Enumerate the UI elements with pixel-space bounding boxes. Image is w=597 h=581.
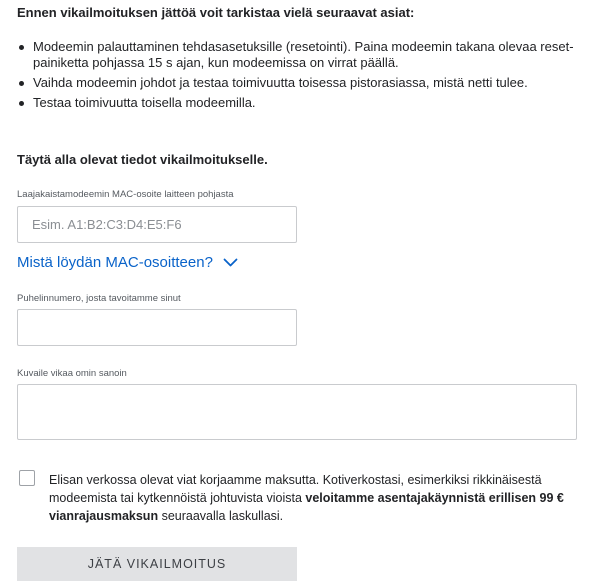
phone-number-input[interactable] — [17, 309, 297, 346]
form-heading: Täytä alla olevat tiedot vikailmoitukselle. — [17, 152, 268, 167]
mac-help-link[interactable] — [17, 254, 238, 271]
mac-help-link-label: Mistä löydän MAC-osoitteen? — [17, 254, 213, 271]
chevron-down-icon — [223, 258, 238, 267]
fault-description-textarea[interactable] — [17, 384, 577, 440]
description-field-label: Kuvaile vikaa omin sanoin — [17, 368, 127, 379]
mac-field-label: Laajakaistamodeemin MAC-osoite laitteen pohjasta — [17, 189, 234, 200]
consent-text-fee: veloitamme asentajakäynnistä erillisen 99 € vianrajausmaksun — [49, 491, 564, 523]
pre-check-list — [17, 39, 583, 115]
phone-field-label: Puhelinnumero, josta tavoitamme sinut — [17, 293, 181, 304]
consent-text — [49, 471, 583, 525]
consent-text-start: Elisan verkossa olevat viat korjaamme maksutta. Kotiverkostasi, esimerkiksi rikkinäisestä modeemista tai kytkennöistä johtuvista vioista — [49, 473, 542, 505]
mac-address-input[interactable] — [17, 206, 297, 243]
list-item: Modeemin palauttaminen tehdasasetuksille (resetointi). Paina modeemin takana olevaa reset-painiketta pohjassa 15 s ajan, kun modeemissa on virrat päällä. — [17, 39, 583, 71]
submit-fault-report-button[interactable]: JÄTÄ VIKAILMOITUS — [17, 547, 297, 581]
checklist-heading: Ennen vikailmoituksen jättöä voit tarkistaa vielä seuraavat asiat: — [17, 5, 415, 20]
list-item: Testaa toimivuutta toisella modeemilla. — [17, 95, 583, 111]
list-item: Vaihda modeemin johdot ja testaa toimivuutta toisessa pistorasiassa, mistä netti tulee. — [17, 75, 583, 91]
consent-checkbox[interactable] — [19, 470, 35, 486]
consent-text-end: seuraavalla laskullasi. — [158, 509, 284, 523]
